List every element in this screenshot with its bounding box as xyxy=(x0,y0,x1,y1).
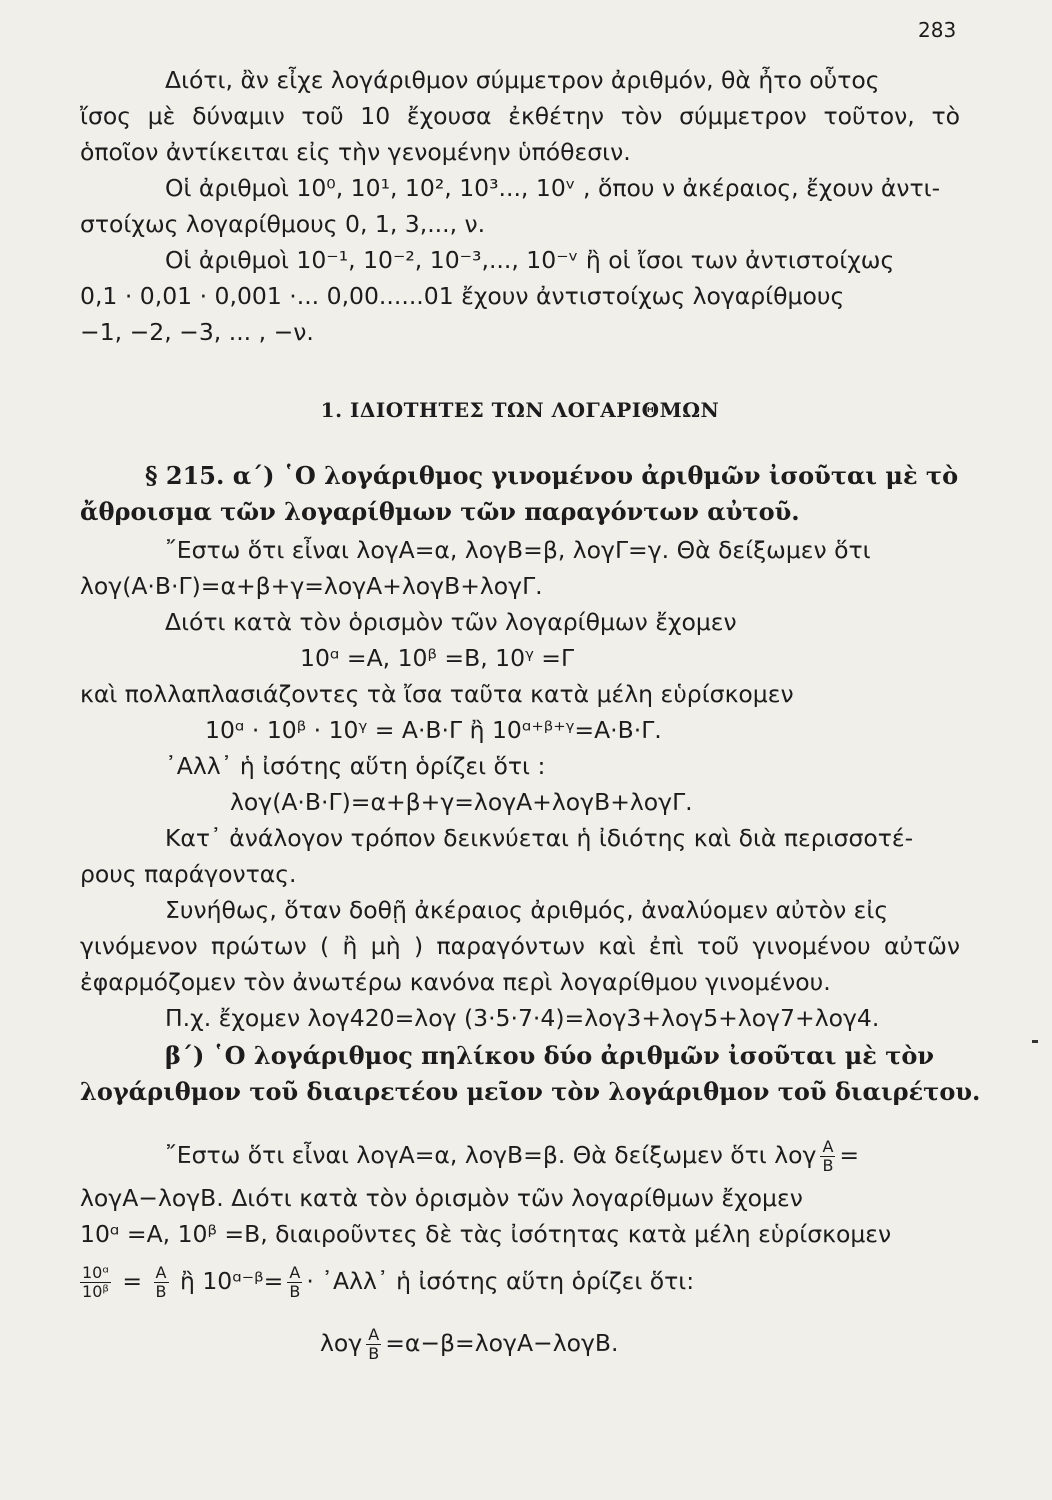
fraction-numerator: Α xyxy=(154,1264,169,1283)
text-line: καὶ πολλαπλασιάζοντες τὰ ἴσα ταῦτα κατὰ μέλη εὑρίσκομεν xyxy=(80,680,794,708)
theorem-title: λογάριθμον τοῦ διαιρετέου μεῖον τὸν λογάριθμον τοῦ διαιρέτου. xyxy=(80,1077,981,1106)
fraction xyxy=(366,1326,381,1363)
fraction xyxy=(154,1264,169,1301)
text-segment: ἢ 10ᵅ⁻ᵝ= xyxy=(179,1267,284,1295)
formula-line xyxy=(320,1326,920,1363)
fraction-denominator: Β xyxy=(289,1282,301,1301)
text-line: ᾿Αλλ᾿ ἡ ἰσότης αὕτη ὁρίζει ὅτι : xyxy=(165,752,546,780)
theorem-title: § 215. α΄) ῾Ο λογάριθμος γινομένου ἀριθμῶν ἰσοῦται μὲ τὸ xyxy=(145,461,959,490)
text-line: ῎Εστω ὅτι εἶναι λογΑ=α, λογΒ=β, λογΓ=γ. Θὰ δείξωμεν ὅτι xyxy=(165,536,871,564)
section-heading: 1. ΙΔΙΟΤΗΤΕΣ ΤΩΝ ΛΟΓΑΡΙΘΜΩΝ xyxy=(320,398,720,422)
text-segment: λογ xyxy=(320,1329,363,1357)
fraction xyxy=(80,1264,111,1301)
text-line: −1, −2, −3, ... , −ν. xyxy=(80,318,314,346)
text-line: γινόμενον πρώτων ( ἢ μὴ ) παραγόντων καὶ ἐπὶ τοῦ γινομένου αὐτῶν xyxy=(80,932,960,960)
fraction xyxy=(820,1138,835,1175)
text-segment: · ᾿Αλλ᾿ ἡ ἰσότης αὕτη ὁρίζει ὅτι: xyxy=(306,1267,695,1295)
formula-line: 10ᵅ =Α, 10ᵝ =Β, 10ᵞ =Γ xyxy=(300,644,575,672)
text-line: ἐφαρμόζομεν τὸν ἀνωτέρω κανόνα περὶ λογαρίθμου γινομένου. xyxy=(80,968,831,996)
fraction-denominator: Β xyxy=(155,1282,167,1301)
text-line: στοίχως λογαρίθμους 0, 1, 3,..., ν. xyxy=(80,210,486,238)
text-segment: ῎Εστω ὅτι εἶναι λογΑ=α, λογΒ=β. Θὰ δείξωμεν ὅτι λογ xyxy=(165,1141,817,1169)
text-segment: = xyxy=(122,1267,143,1295)
text-line: ρους παράγοντας. xyxy=(80,860,297,888)
text-line: Κατ᾿ ἀνάλογον τρόπον δεικνύεται ἡ ἰδιότης καὶ διὰ περισσοτέ- xyxy=(165,824,914,852)
text-line: Οἱ ἀριθμοὶ 10⁻¹, 10⁻², 10⁻³,..., 10⁻ᵛ ἢ οἱ ἴσοι των ἀντιστοίχως xyxy=(165,246,895,274)
text-line: ὁποῖον ἀντίκειται εἰς τὴν γενομένην ὑπόθεσιν. xyxy=(80,138,631,166)
formula-line: 10ᵅ · 10ᵝ · 10ᵞ = Α·Β·Γ ἢ 10ᵅ⁺ᵝ⁺ᵞ=Α·Β·Γ. xyxy=(205,716,662,744)
text-segment: = xyxy=(839,1141,860,1169)
formula-line: λογ(Α·Β·Γ)=α+β+γ=λογΑ+λογΒ+λογΓ. xyxy=(80,572,543,600)
text-line: 10ᵅ =Α, 10ᵝ =Β, διαιροῦντες δὲ τὰς ἰσότητας κατὰ μέλη εὑρίσκομεν xyxy=(80,1220,892,1248)
theorem-title: ἄθροισμα τῶν λογαρίθμων τῶν παραγόντων αὐτοῦ. xyxy=(80,497,800,526)
fraction-numerator: 10ᵅ xyxy=(82,1263,109,1282)
fraction-numerator: Α xyxy=(366,1326,381,1345)
text-line: Συνήθως, ὅταν δοθῇ ἀκέραιος ἀριθμός, ἀναλύομεν αὐτὸν εἰς xyxy=(165,896,889,924)
text-segment: =α−β=λογΑ−λογΒ. xyxy=(385,1329,619,1357)
fraction-numerator: Α xyxy=(287,1264,302,1283)
text-line: ἴσος μὲ δύναμιν τοῦ 10 ἔχουσα ἐκθέτην τὸν σύμμετρον τοῦτον, τὸ xyxy=(80,102,960,130)
text-line: Π.χ. ἔχομεν λογ420=λογ (3·5·7·4)=λογ3+λογ5+λογ7+λογ4. xyxy=(165,1004,880,1032)
text-line xyxy=(165,1138,955,1175)
page-number: 283 xyxy=(918,18,957,42)
fraction-denominator: Β xyxy=(822,1156,834,1175)
formula-line: λογ(Α·Β·Γ)=α+β+γ=λογΑ+λογΒ+λογΓ. xyxy=(230,788,693,816)
fraction-denominator: Β xyxy=(368,1344,380,1363)
text-line: λογΑ−λογΒ. Διότι κατὰ τὸν ὁρισμὸν τῶν λογαρίθμων ἔχομεν xyxy=(80,1184,803,1212)
text-line: Διότι κατὰ τὸν ὁρισμὸν τῶν λογαρίθμων ἔχομεν xyxy=(165,608,737,636)
fraction xyxy=(287,1264,302,1301)
text-line: 0,1 · 0,01 · 0,001 ·... 0,00......01 ἔχουν ἀντιστοίχως λογαρίθμους xyxy=(80,282,845,310)
margin-mark xyxy=(1032,1040,1038,1043)
theorem-title: β΄) ῾Ο λογάριθμος πηλίκου δύο ἀριθμῶν ἰσοῦται μὲ τὸν xyxy=(165,1041,935,1070)
text-line: Οἱ ἀριθμοὶ 10⁰, 10¹, 10², 10³..., 10ᵛ , ὅπου ν ἀκέραιος, ἔχουν ἀντι- xyxy=(165,174,941,202)
fraction-numerator: Α xyxy=(820,1138,835,1157)
fraction-denominator: 10ᵝ xyxy=(82,1282,109,1301)
text-line: Διότι, ἂν εἶχε λογάριθμον σύμμετρον ἀριθμόν, θὰ ἦτο οὗτος xyxy=(165,66,880,94)
formula-line xyxy=(80,1264,960,1301)
